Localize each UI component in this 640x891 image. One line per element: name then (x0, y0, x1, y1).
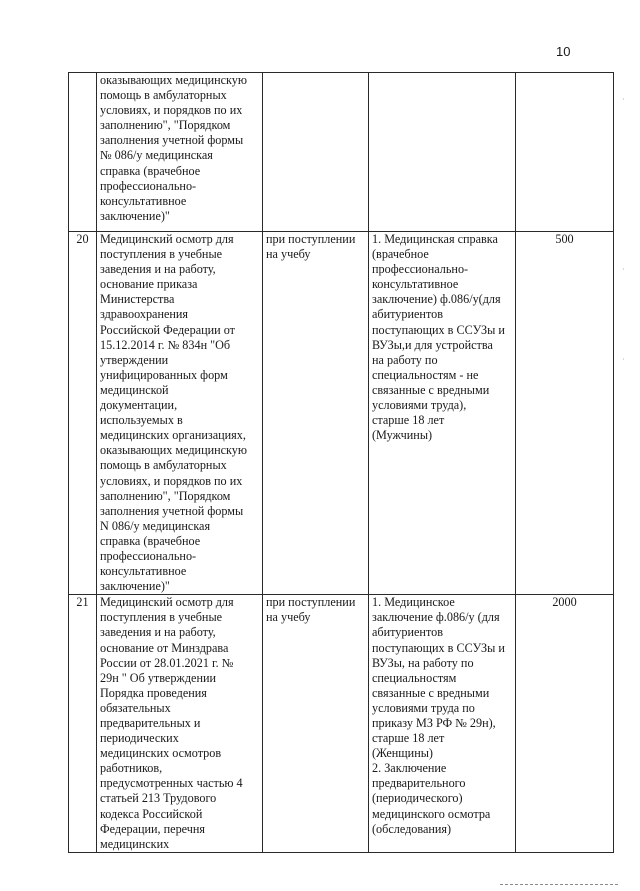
text-line: связанные с вредными (372, 382, 490, 397)
service-description (97, 232, 263, 595)
service-description (97, 595, 263, 853)
text-line: поступающих в ССУЗы и (372, 640, 505, 655)
text-line: помощь в амбулаторных (100, 458, 227, 473)
text-line: периодических (100, 731, 179, 746)
text-line: (обследования) (372, 821, 452, 836)
service-condition (263, 73, 369, 232)
text-line: заполнению", "Порядком (100, 488, 231, 503)
text-line: помощь в амбулаторных (100, 88, 227, 103)
text-line: специальностям (372, 670, 457, 685)
text-line: справка (врачебное (100, 163, 201, 178)
text-line: медицинских осмотров (100, 746, 222, 761)
text-line: заведения и на работу, (100, 262, 216, 277)
text-line: 15.12.2014 г. № 834н "Об (100, 337, 231, 352)
services-table-body (69, 73, 614, 853)
text-line: условиями труда), (372, 398, 467, 413)
text-line: медицинских организациях, (100, 428, 246, 443)
text-line: специальностям - не (372, 367, 479, 382)
text-line: Российской Федерации от (100, 322, 235, 337)
text-line: заключение ф.086/у (для (372, 610, 500, 625)
text-line: (Женщины) (372, 746, 433, 761)
text-line: консультативное (100, 564, 187, 579)
table-row (69, 232, 614, 595)
text-line: абитуриентов (372, 625, 443, 640)
scan-mark: · (622, 95, 625, 104)
service-price (516, 73, 614, 232)
text-line: медицинских (100, 836, 170, 851)
scan-mark: · (622, 355, 625, 364)
text-line: 1. Медицинское (372, 595, 455, 610)
text-line: основание приказа (100, 277, 198, 292)
text-line: Медицинский осмотр для (100, 595, 234, 610)
row-number: 21 (69, 595, 97, 853)
text-line: поступающих в ССУЗы и (372, 322, 505, 337)
services-table (68, 72, 614, 853)
service-condition (263, 232, 369, 595)
text-line: Министерства (100, 292, 175, 307)
text-line: унифицированных форм (100, 367, 228, 382)
text-line: (периодического) (372, 791, 463, 806)
text-line: связанные с вредными (372, 685, 490, 700)
text-line: (Мужчины) (372, 428, 433, 443)
text-line: приказу МЗ РФ № 29н), (372, 716, 496, 730)
text-line: Федерации, перечня (100, 821, 206, 836)
text-line: медицинского осмотра (372, 806, 491, 821)
text-line: заполнения учетной формы (100, 133, 244, 148)
text-line: профессионально- (100, 548, 197, 563)
issued-documents (369, 73, 516, 232)
text-line: предварительных и (100, 716, 201, 730)
text-line: медицинской (100, 382, 169, 397)
text-line: N 086/у медицинская (100, 518, 211, 533)
text-line: профессионально- (100, 178, 197, 193)
scan-mark: · (622, 265, 625, 274)
text-line: при поступлении (266, 232, 356, 246)
text-line: условиях, и порядков по их (100, 473, 243, 488)
text-line: используемых в (100, 413, 183, 428)
text-line: абитуриентов (372, 307, 443, 322)
text-line: заключение)" (100, 579, 170, 594)
text-line: Медицинский осмотр для (100, 232, 234, 246)
text-line: на учебу (266, 610, 311, 625)
text-line: (врачебное (372, 247, 429, 262)
text-line: условиях, и порядков по их (100, 103, 243, 118)
text-line: консультативное (372, 277, 459, 292)
text-line: статьей 213 Трудового (100, 791, 217, 806)
text-line: основание от Минздрава (100, 640, 229, 655)
text-line: России от 28.01.2021 г. № (100, 655, 234, 670)
service-condition (263, 595, 369, 853)
text-line: здравоохранения (100, 307, 189, 322)
text-line: ВУЗы, на работу по (372, 655, 474, 670)
row-number: 20 (69, 232, 97, 595)
service-price: 2000 (516, 595, 614, 853)
service-price: 500 (516, 232, 614, 595)
text-line: утверждении (100, 352, 169, 367)
text-line: оказывающих медицинскую (100, 73, 248, 87)
text-line: старше 18 лет (372, 731, 445, 746)
text-line: 2. Заключение (372, 761, 447, 776)
text-line: профессионально- (372, 262, 469, 277)
service-description (97, 73, 263, 232)
text-line: поступления в учебные (100, 610, 223, 625)
text-line: заполнению", "Порядком (100, 118, 231, 133)
text-line: Порядка проведения (100, 685, 207, 700)
text-line: заключение)" (100, 208, 170, 223)
text-line: справка (врачебное (100, 533, 201, 548)
footer-divider (500, 884, 618, 885)
text-line: заключение) ф.086/у(для (372, 292, 501, 307)
text-line: оказывающих медицинскую (100, 443, 248, 458)
table-row (69, 595, 614, 853)
text-line: старше 18 лет (372, 413, 445, 428)
text-line: № 086/у медицинская (100, 148, 213, 163)
text-line: заведения и на работу, (100, 625, 216, 640)
text-line: предварительного (372, 776, 466, 791)
text-line: 1. Медицинская справка (372, 232, 498, 246)
text-line: на учебу (266, 247, 311, 262)
text-line: 29н " Об утверждении (100, 670, 217, 685)
text-line: поступления в учебные (100, 247, 223, 262)
table-row (69, 73, 614, 232)
text-line: обязательных (100, 700, 171, 715)
page-number: 10 (556, 44, 571, 59)
issued-documents (369, 232, 516, 595)
text-line: при поступлении (266, 595, 356, 610)
text-line: документации, (100, 398, 178, 413)
text-line: консультативное (100, 193, 187, 208)
text-line: на работу по (372, 352, 438, 367)
text-line: работников, (100, 761, 163, 776)
text-line: предусмотренных частью 4 (100, 776, 243, 791)
text-line: ВУЗы,и для устройства (372, 337, 493, 352)
row-number (69, 73, 97, 232)
text-line: кодекса Российской (100, 806, 203, 821)
issued-documents (369, 595, 516, 853)
text-line: заполнения учетной формы (100, 503, 244, 518)
text-line: условиями труда по (372, 700, 475, 715)
